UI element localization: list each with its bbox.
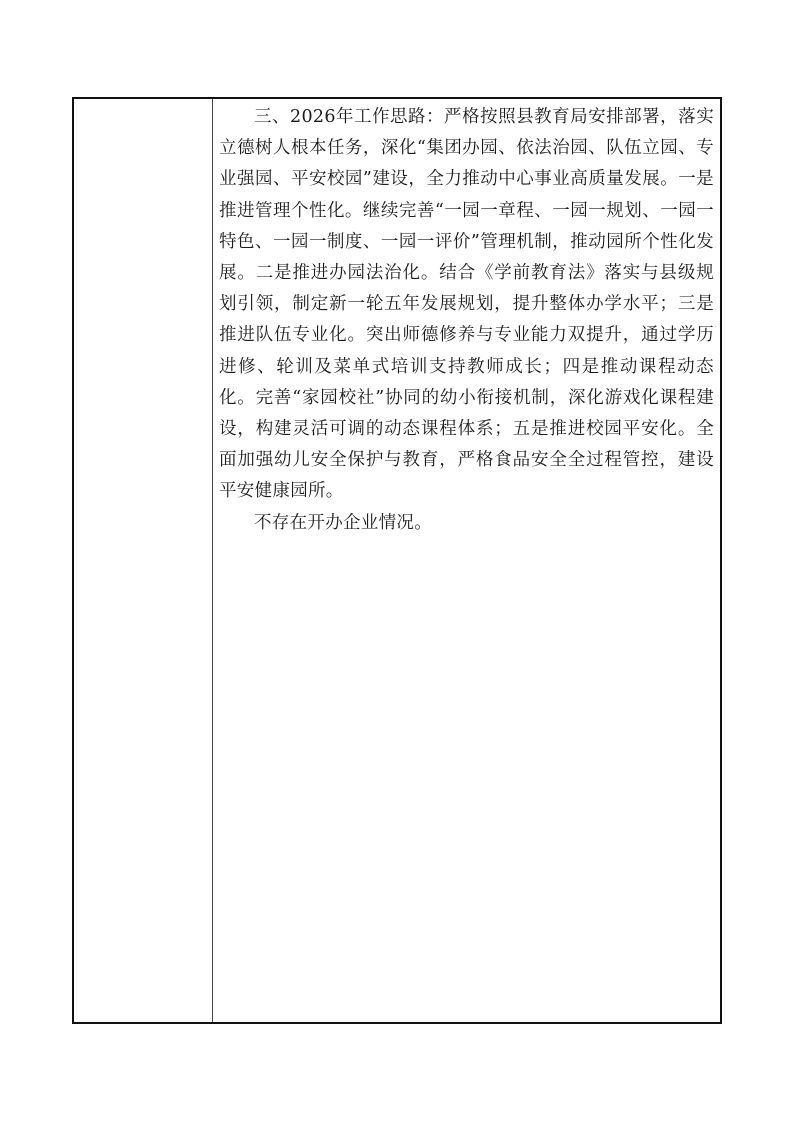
content-cell bbox=[213, 99, 720, 1022]
work-plan-paragraph: 三、2026年工作思路：严格按照县教育局安排部署，落实立德树人根本任务，深化“集团办园、依法治园、队伍立园、专业强园、平安校园”建设，全力推动中心事业高质量发展。一是推进管理个性化。继续完善“一园一章程、一园一规划、一园一特色、一园一制度、一园一评价”管理机制，推动园所个性化发展。二是推进办园法治化。结合《学前教育法》落实与县级规划引领，制定新一轮五年发展规划，提升整体办学水平；三是推进队伍专业化。突出师德修养与专业能力双提升，通过学历进修、轮训及菜单式培训支持教师成长；四是推动课程动态化。完善“家园校社”协同的幼小衔接机制，深化游戏化课程建设，构建灵活可调的动态课程体系；五是推进校园平安化。全面加强幼儿安全保护与教育，严格食品安全全过程管控，建设平安健康园所。 bbox=[219, 107, 714, 502]
form-table bbox=[72, 97, 722, 1024]
enterprise-statement-paragraph: 不存在开办企业情况。 bbox=[254, 512, 432, 533]
label-cell bbox=[74, 99, 213, 1022]
